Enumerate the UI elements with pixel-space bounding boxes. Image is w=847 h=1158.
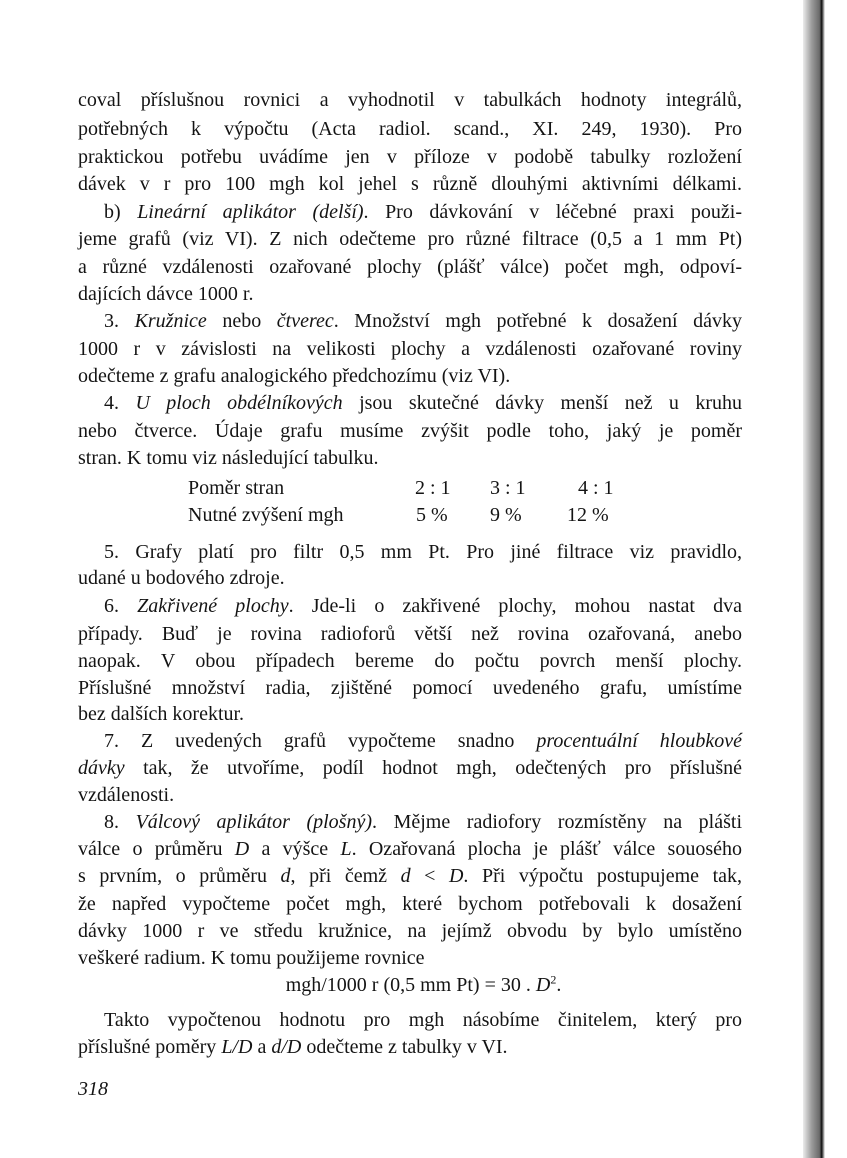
equation — [0, 972, 847, 998]
text-segment: veškeré radium. K tomu použijeme rovnice — [78, 947, 425, 969]
text-line — [78, 891, 742, 917]
table-row-label: Poměr stran — [188, 477, 285, 499]
text-line — [78, 755, 742, 781]
text-line — [78, 675, 742, 701]
text-line — [78, 226, 742, 252]
book-binding-shadow — [803, 0, 825, 1158]
text-line — [104, 199, 742, 225]
text-segment: nebo čtverce. Údaje grafu musíme zvýšit podle toho, jaký je poměr — [78, 420, 742, 442]
text-line — [78, 1034, 742, 1060]
italic-text: d/D — [271, 1036, 302, 1058]
text-line — [78, 281, 742, 307]
text-segment: coval příslušnou rovnici a vyhodnotil v tabulkách hodnoty integrálů, — [78, 89, 742, 111]
italic-text: čtverec — [276, 310, 334, 332]
text-segment: odečteme z grafu analogického předchozímu (viz VI). — [78, 365, 511, 387]
text-segment: 3. — [104, 310, 135, 332]
text-segment: Takto vypočtenou hodnotu pro mgh násobíme činitelem, který pro — [104, 1009, 742, 1031]
italic-text: Válcový aplikátor (plošný) — [135, 811, 372, 833]
text-line — [78, 863, 742, 889]
italic-text: D — [448, 865, 464, 887]
text-segment: válce o průměru — [78, 838, 235, 860]
text-segment: 6. — [104, 595, 138, 617]
italic-text: dávky — [78, 757, 125, 779]
text-segment: . Při výpočtu postupujeme tak, — [463, 865, 743, 887]
text-line — [78, 418, 742, 444]
table-cell: 12 % — [567, 504, 609, 526]
italic-text: Lineární aplikátor (delší) — [137, 201, 364, 223]
text-segment: 4. — [104, 392, 136, 414]
equation-variable: D — [535, 974, 551, 996]
text-line — [78, 621, 742, 647]
text-line — [78, 87, 742, 113]
text-segment: . Jde-li o zakřivené plochy, mohou nastat dva — [288, 595, 743, 617]
italic-text: D — [234, 838, 250, 860]
equation-exponent: 2 — [550, 972, 557, 987]
table-row-label: Nutné zvýšení mgh — [188, 504, 344, 526]
text-line — [104, 809, 742, 835]
text-line — [104, 593, 742, 619]
text-line — [78, 648, 742, 674]
text-segment: naopak. V obou případech bereme do počtu povrch menší plochy. — [78, 650, 742, 672]
text-segment: 8. — [104, 811, 136, 833]
table-cell: 4 : 1 — [578, 477, 614, 499]
text-line — [78, 918, 742, 944]
text-line — [78, 116, 742, 142]
text-line — [78, 701, 742, 727]
italic-text: procentuální hloubkové — [536, 730, 742, 752]
text-segment: dajících dávce 1000 r. — [78, 283, 254, 305]
text-line — [78, 254, 742, 280]
text-line — [78, 945, 742, 971]
table-cell: 9 % — [490, 504, 522, 526]
text-segment: a různé vzdálenosti ozařované plochy (plášť válce) počet mgh, odpoví- — [78, 256, 742, 278]
text-line — [104, 390, 742, 416]
italic-text: L — [340, 838, 352, 860]
text-segment: že napřed vypočteme počet mgh, které bychom potřebovali k dosažení — [78, 893, 742, 915]
text-segment: potřebných k výpočtu (Acta radiol. scand., XI. 249, 1930). Pro — [78, 118, 742, 140]
page-number: 318 — [78, 1078, 108, 1100]
text-segment: 1000 r v závislosti na velikosti plochy a vzdálenosti ozařované roviny — [78, 338, 742, 360]
equation-end: . — [556, 974, 562, 996]
text-segment: jsou skutečné dávky menší než u kruhu — [342, 392, 743, 414]
text-line — [78, 171, 742, 197]
text-segment: . Pro dávkování v léčebné praxi použi- — [363, 201, 742, 223]
text-segment: dávek v r pro 100 mgh kol jehel s různě dlouhými aktivními délkami. — [78, 173, 742, 195]
italic-text: U ploch obdélníkových — [135, 392, 343, 414]
text-segment: jeme grafů (viz VI). Z nich odečteme pro různé filtrace (0,5 a 1 mm Pt) — [78, 228, 742, 250]
text-line — [78, 144, 742, 170]
text-segment: nebo — [206, 310, 277, 332]
text-segment: 5. Grafy platí pro filtr 0,5 mm Pt. Pro jiné filtrace viz pravidlo, — [104, 541, 742, 563]
text-segment: a — [252, 1036, 272, 1058]
italic-text: d — [400, 865, 411, 887]
text-segment: praktickou potřebu uvádíme jen v příloze v podobě tabulky rozložení — [78, 146, 742, 168]
text-segment: s prvním, o průměru — [78, 865, 281, 887]
text-segment: tak, že utvoříme, podíl hodnot mgh, odečtených pro příslušné — [124, 757, 742, 779]
text-segment: . Mějme radiofory rozmístěny na plášti — [372, 811, 742, 833]
text-line — [104, 308, 742, 334]
equation-text: mgh/1000 r (0,5 mm Pt) = 30 . — [285, 974, 536, 996]
table-cell: 5 % — [416, 504, 448, 526]
italic-text: L/D — [221, 1036, 253, 1058]
text-segment: 7. Z uvedených grafů vypočteme snadno — [104, 730, 537, 752]
text-line — [78, 363, 742, 389]
text-segment: Příslušné množství radia, zjištěné pomocí uvedeného grafu, umístíme — [78, 677, 742, 699]
text-segment: , při čemž — [290, 865, 401, 887]
text-line — [78, 445, 742, 471]
text-segment: příslušné poměry — [78, 1036, 222, 1058]
text-line — [78, 565, 742, 591]
italic-text: d — [280, 865, 291, 887]
text-segment: a výšce — [249, 838, 341, 860]
text-segment: odečteme z tabulky v VI. — [301, 1036, 508, 1058]
text-line — [104, 539, 742, 565]
text-line — [104, 1007, 742, 1033]
text-segment: bez dalších korektur. — [78, 703, 245, 725]
text-line — [104, 728, 742, 754]
text-segment: < — [410, 865, 449, 887]
text-segment: případy. Buď je rovina radioforů větší než rovina ozařovaná, anebo — [78, 623, 742, 645]
text-segment: stran. K tomu viz následující tabulku. — [78, 447, 379, 469]
text-segment: udané u bodového zdroje. — [78, 567, 285, 589]
text-line — [78, 336, 742, 362]
table-cell: 3 : 1 — [490, 477, 526, 499]
italic-text: Kružnice — [134, 310, 207, 332]
text-segment: . Ozařovaná plocha je plášť válce souosého — [351, 838, 742, 860]
italic-text: Zakřivené plochy — [137, 595, 289, 617]
text-segment: vzdálenosti. — [78, 784, 175, 806]
text-segment: b) — [104, 201, 138, 223]
text-segment: . Množství mgh potřebné k dosažení dávky — [333, 310, 742, 332]
text-line — [78, 782, 742, 808]
text-line — [78, 836, 742, 862]
text-segment: dávky 1000 r ve středu kružnice, na jejímž obvodu by bylo umístěno — [78, 920, 742, 942]
table-cell: 2 : 1 — [415, 477, 451, 499]
